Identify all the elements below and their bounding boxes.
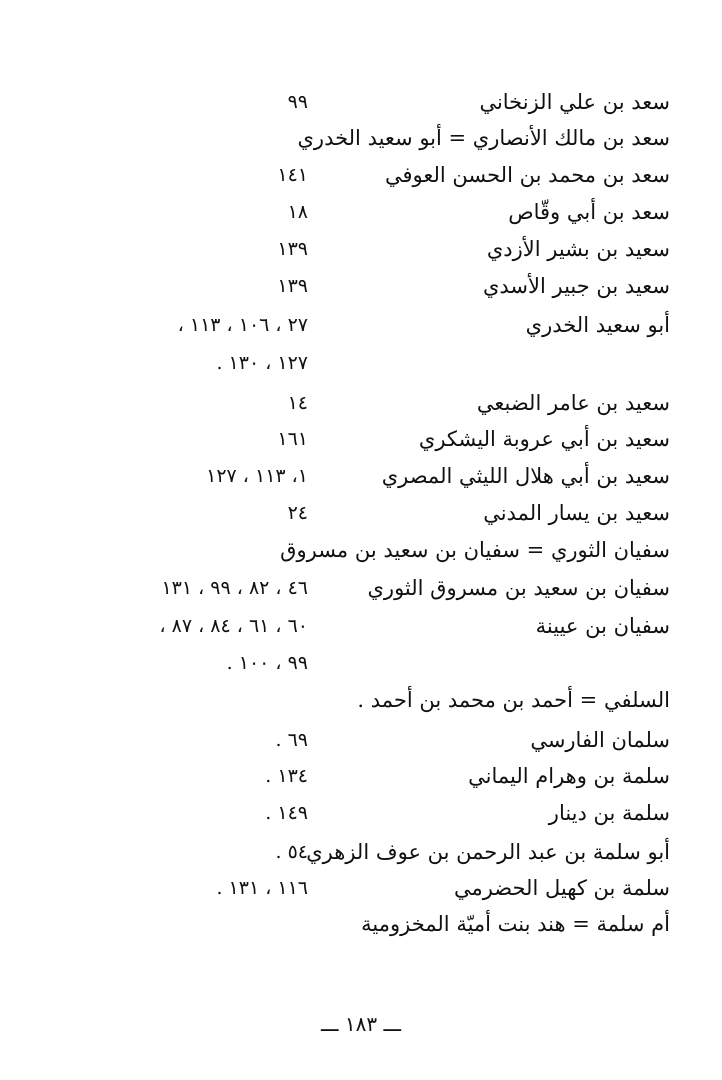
entry-pages: ٦٠ ، ٦١ ، ٨٤ ، ٨٧ ، xyxy=(159,615,308,637)
index-entry xyxy=(56,231,670,267)
entry-pages: ٤٦ ، ٨٢ ، ٩٩ ، ١٣١ xyxy=(161,577,308,599)
index-entry xyxy=(56,307,670,343)
entry-pages: ٩٩ xyxy=(287,91,308,113)
entry-pages: ١٣٩ xyxy=(277,238,308,260)
index-entry xyxy=(56,834,670,870)
entry-pages: ١٣٩ xyxy=(277,275,308,297)
entry-name: سعد بن محمد بن الحسن العوفي xyxy=(384,163,670,187)
entry-name: سعد بن أبي وقّاص xyxy=(508,200,670,224)
index-entry xyxy=(56,495,670,531)
index-entry xyxy=(56,906,670,942)
entry-name: أبو سعيد الخدري xyxy=(525,313,670,337)
entry-pages: ١٨ xyxy=(287,201,308,223)
entry-pages: ٥٤ . xyxy=(275,841,308,863)
entry-pages: ١٦١ xyxy=(277,428,308,450)
index-entry xyxy=(56,758,670,794)
index-entry xyxy=(56,157,670,193)
index-entry xyxy=(56,795,670,831)
entry-pages: ١٤٩ . xyxy=(265,802,308,824)
index-entry xyxy=(56,722,670,758)
index-entry-continuation xyxy=(56,645,670,681)
index-entry xyxy=(56,870,670,906)
entry-name: سعيد بن أبي هلال الليثي المصري xyxy=(381,464,670,488)
index-entry xyxy=(56,570,670,606)
index-entry xyxy=(56,532,670,568)
entry-name: سعيد بن بشير الأزدي xyxy=(486,237,670,261)
entry-name: سلمة بن وهرام اليماني xyxy=(468,764,670,788)
entry-pages: ١٤١ xyxy=(277,164,308,186)
entry-name: سلمان الفارسي xyxy=(530,728,670,752)
entry-name: سفيان بن سعيد بن مسروق الثوري xyxy=(367,576,670,600)
index-entry xyxy=(56,421,670,457)
index-entry xyxy=(56,84,670,120)
entry-name: سلمة بن دينار xyxy=(548,801,670,825)
entry-name: أبو سلمة بن عبد الرحمن بن عوف الزهري xyxy=(306,840,670,864)
index-entry-continuation xyxy=(56,345,670,381)
entry-name: سعد بن علي الزنخاني xyxy=(479,90,670,114)
entry-name: سفيان بن عيينة xyxy=(535,614,670,638)
index-entry xyxy=(56,682,670,718)
entry-name: سعيد بن يسار المدني xyxy=(483,501,670,525)
entry-pages: ١٢٧ ، ١٣٠ . xyxy=(216,352,308,374)
index-entry xyxy=(56,268,670,304)
entry-pages: ١، ١١٣ ، ١٢٧ xyxy=(206,465,308,487)
index-entry xyxy=(56,194,670,230)
entry-pages: ٢٧ ، ١٠٦ ، ١١٣ ، xyxy=(177,314,308,336)
entry-pages: ٢٤ xyxy=(287,502,308,524)
index-entry xyxy=(56,385,670,421)
entry-name: سعيد بن أبي عروبة اليشكري xyxy=(418,427,670,451)
entry-name: أم سلمة = هند بنت أميّة المخزومية xyxy=(361,912,670,936)
entry-pages: ١١٦ ، ١٣١ . xyxy=(216,877,308,899)
index-entry xyxy=(56,458,670,494)
entry-name: سعيد بن جبير الأسدي xyxy=(482,274,670,298)
index-entry xyxy=(56,120,670,156)
entry-pages: ٩٩ ، ١٠٠ . xyxy=(226,652,308,674)
entry-name: سعد بن مالك الأنصاري = أبو سعيد الخدري xyxy=(297,126,670,150)
entry-name: سفيان الثوري = سفيان بن سعيد بن مسروق xyxy=(280,538,670,562)
page-number: ـــ ١٨٣ ـــ xyxy=(320,1012,402,1036)
entry-name: سعيد بن عامر الضبعي xyxy=(476,391,670,415)
entry-name: سلمة بن كهيل الحضرمي xyxy=(453,876,670,900)
entry-pages: ٦٩ . xyxy=(275,729,308,751)
entry-pages: ١٣٤ . xyxy=(265,765,308,787)
index-entry xyxy=(56,608,670,644)
entry-pages: ١٤ xyxy=(287,392,308,414)
entry-name: السلفي = أحمد بن محمد بن أحمد . xyxy=(357,688,670,712)
